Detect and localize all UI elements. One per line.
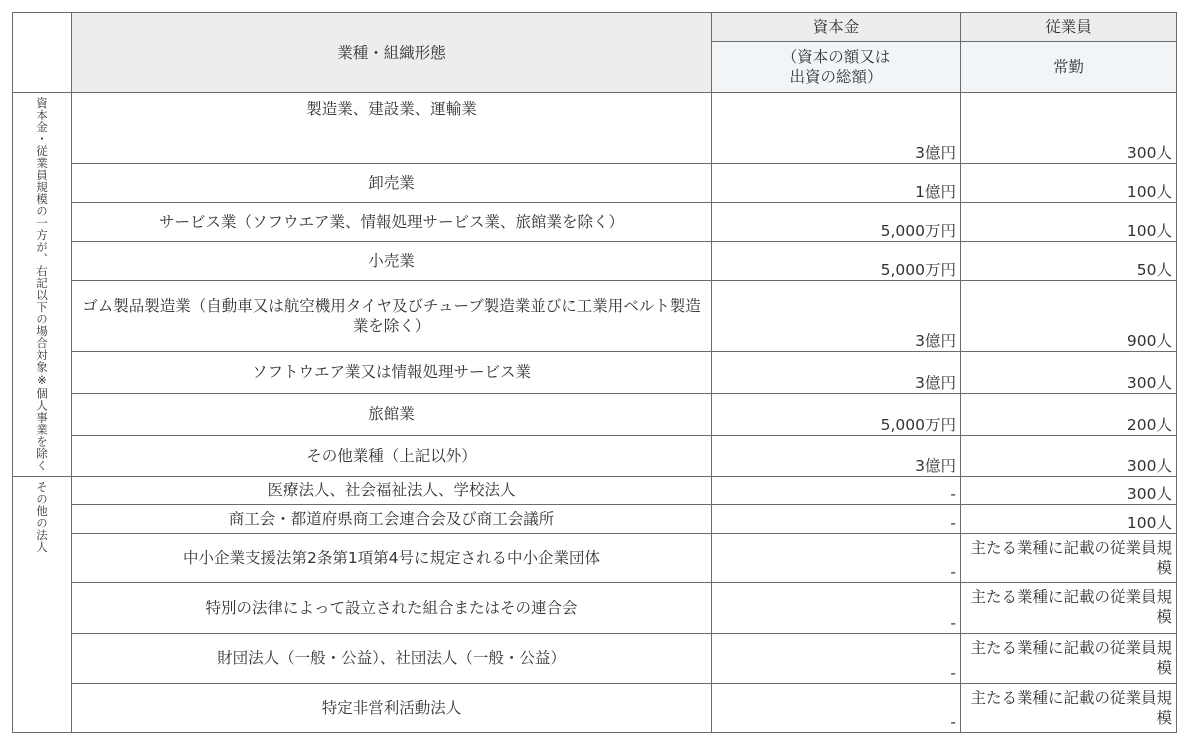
table-row-capital: 5,000万円 <box>712 393 961 435</box>
group-label-sme: 資本金・従業員規模の一方が、右記以下の場合対象※個人事業を除く <box>13 93 72 477</box>
header-capital: 資本金 <box>712 13 961 42</box>
table-row-capital: 3億円 <box>712 93 961 164</box>
table-row-industry: ゴム製品製造業（自動車又は航空機用タイヤ及びチューブ製造業並びに工業用ベルト製造業を除く） <box>72 281 712 352</box>
table-row-industry: サービス業（ソフウエア業、情報処理サービス業、旅館業を除く） <box>72 202 712 241</box>
table-row-employees: 300人 <box>961 93 1177 164</box>
table-row-capital: - <box>712 683 961 732</box>
table-row-industry: 旅館業 <box>72 393 712 435</box>
table-row-industry: 特定非営利活動法人 <box>72 683 712 732</box>
table-row-employees: 300人 <box>961 435 1177 476</box>
table-row-capital: - <box>712 533 961 582</box>
table-row-employees: 900人 <box>961 281 1177 352</box>
table-row-capital: - <box>712 476 961 504</box>
table-row-capital: - <box>712 633 961 683</box>
table-row-capital: 3億円 <box>712 281 961 352</box>
table-row-capital: - <box>712 504 961 533</box>
table-row-industry: ソフトウエア業又は情報処理サービス業 <box>72 352 712 394</box>
table-row-employees: 300人 <box>961 352 1177 394</box>
table-row-employees: 100人 <box>961 504 1177 533</box>
table-row-employees: 300人 <box>961 476 1177 504</box>
table-row-industry: 卸売業 <box>72 163 712 202</box>
table-row-employees: 主たる業種に記載の従業員規模 <box>961 582 1177 633</box>
table-row-employees: 100人 <box>961 202 1177 241</box>
table-row-employees: 100人 <box>961 163 1177 202</box>
table-row-industry: 製造業、建設業、運輸業 <box>72 93 712 164</box>
table-row-industry: 小売業 <box>72 242 712 281</box>
table-row-capital: 3億円 <box>712 352 961 394</box>
table-row-industry: 医療法人、社会福祉法人、学校法人 <box>72 476 712 504</box>
header-employees: 従業員 <box>961 13 1177 42</box>
table-row-employees: 主たる業種に記載の従業員規模 <box>961 683 1177 732</box>
sme-definition-table <box>12 12 1177 733</box>
table-row-capital: 3億円 <box>712 435 961 476</box>
table-row-employees: 主たる業種に記載の従業員規模 <box>961 533 1177 582</box>
table-row-industry: 特別の法律によって設立された組合またはその連合会 <box>72 582 712 633</box>
header-capital-sub: （資本の額又は 出資の総額） <box>712 42 961 93</box>
table-row-industry: 中小企業支援法第2条第1項第4号に規定される中小企業団体 <box>72 533 712 582</box>
header-industry: 業種・組織形態 <box>72 13 712 93</box>
table-row-capital: 5,000万円 <box>712 202 961 241</box>
table-row-capital: 1億円 <box>712 163 961 202</box>
group-label-other: その他の法人 <box>13 476 72 732</box>
corner-cell <box>13 13 72 93</box>
table-row-employees: 200人 <box>961 393 1177 435</box>
header-employees-sub: 常勤 <box>961 42 1177 93</box>
table-row-capital: 5,000万円 <box>712 242 961 281</box>
table-row-employees: 50人 <box>961 242 1177 281</box>
table-row-employees: 主たる業種に記載の従業員規模 <box>961 633 1177 683</box>
table-row-industry: その他業種（上記以外） <box>72 435 712 476</box>
table-row-industry: 財団法人（一般・公益）、社団法人（一般・公益） <box>72 633 712 683</box>
table-row-capital: - <box>712 582 961 633</box>
table-row-industry: 商工会・都道府県商工会連合会及び商工会議所 <box>72 504 712 533</box>
